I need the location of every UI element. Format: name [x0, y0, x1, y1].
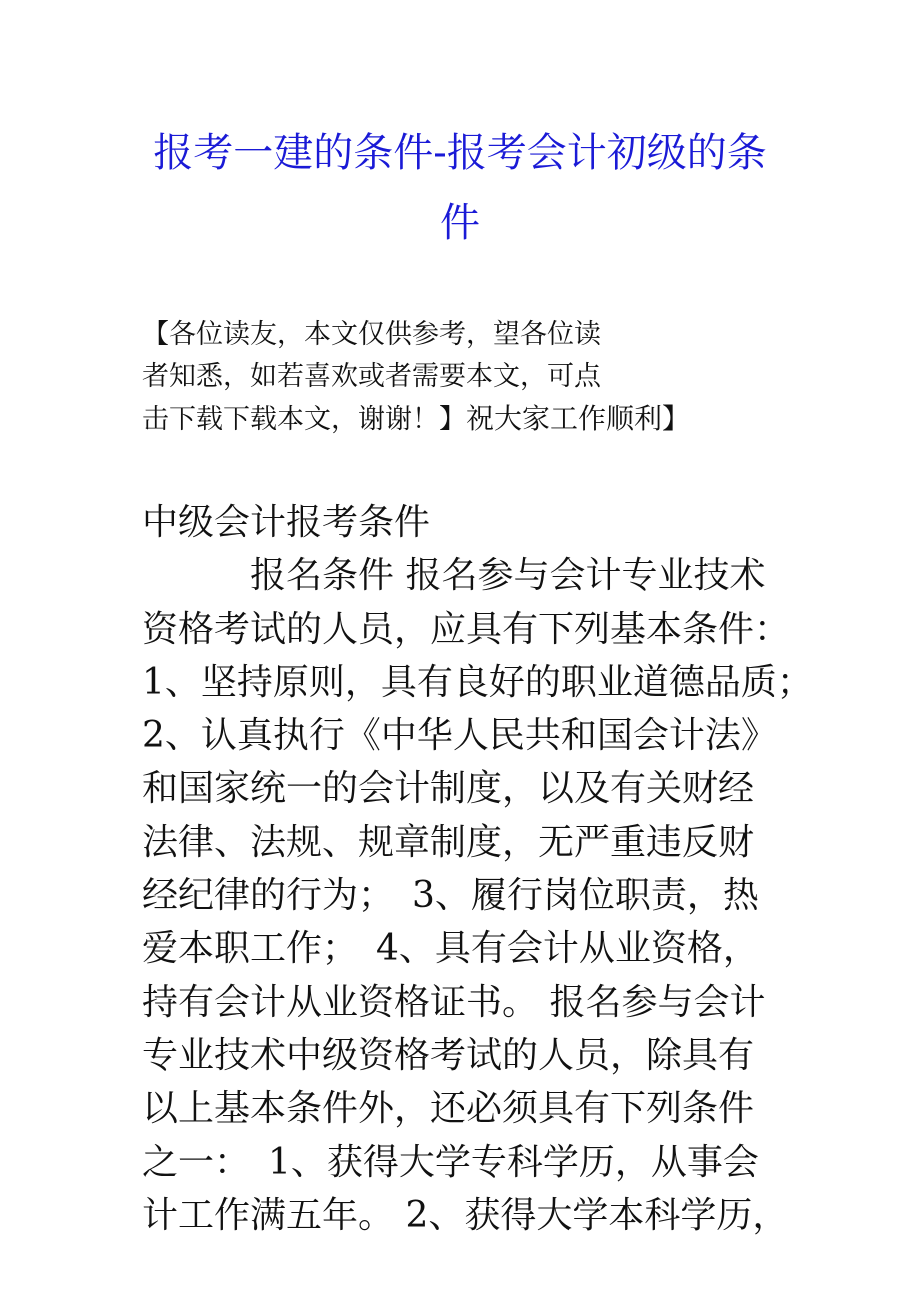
section-heading: 中级会计报考条件 — [142, 502, 431, 543]
notice-line-3 — [142, 398, 782, 441]
notice-blessing: 祝大家工作顺利】 — [466, 402, 691, 435]
body-line: 法律、法规、规章制度，无严重违反财 — [142, 821, 755, 863]
article-body — [142, 496, 813, 1242]
notice-line-2: 者知悉，如若喜欢或者需要本文，可点 — [142, 361, 601, 392]
title-line-2: 件 — [440, 200, 480, 246]
body-line: 专业技术中级资格考试的人员，除具有 — [142, 1034, 755, 1076]
body-line: 以上基本条件外，还必须具有下列条件 — [142, 1088, 755, 1130]
notice-line-1: 【各位读友，本文仅供参考，望各位读 — [142, 319, 601, 350]
body-line: 爱本职工作； 4、具有会计从业资格， — [142, 928, 759, 970]
body-line: 1、坚持原则，具有良好的职业道德品质； — [142, 661, 813, 703]
body-line: 持有会计从业资格证书。 报名参与会计 — [142, 981, 766, 1023]
document-title — [100, 118, 820, 258]
body-line: 2、认真执行《中华人民共和国会计法》 — [142, 715, 777, 757]
body-line: 经纪律的行为； 3、履行岗位职责，热 — [142, 875, 759, 917]
title-line-1: 报考一建的条件-报考会计初级的条 — [153, 130, 767, 176]
reader-notice — [142, 314, 782, 441]
body-line: 报名条件 报名参与会计专业技术 — [142, 555, 766, 597]
body-line: 之一： 1、获得大学专科学历，从事会 — [142, 1141, 759, 1183]
body-line: 资格考试的人员，应具有下列基本条件： — [142, 608, 791, 650]
body-line: 计工作满五年。 2、获得大学本科学历， — [142, 1194, 789, 1236]
notice-line-3-text: 击下载下载本文，谢谢！】 — [142, 404, 466, 435]
body-line: 和国家统一的会计制度，以及有关财经 — [142, 768, 755, 810]
